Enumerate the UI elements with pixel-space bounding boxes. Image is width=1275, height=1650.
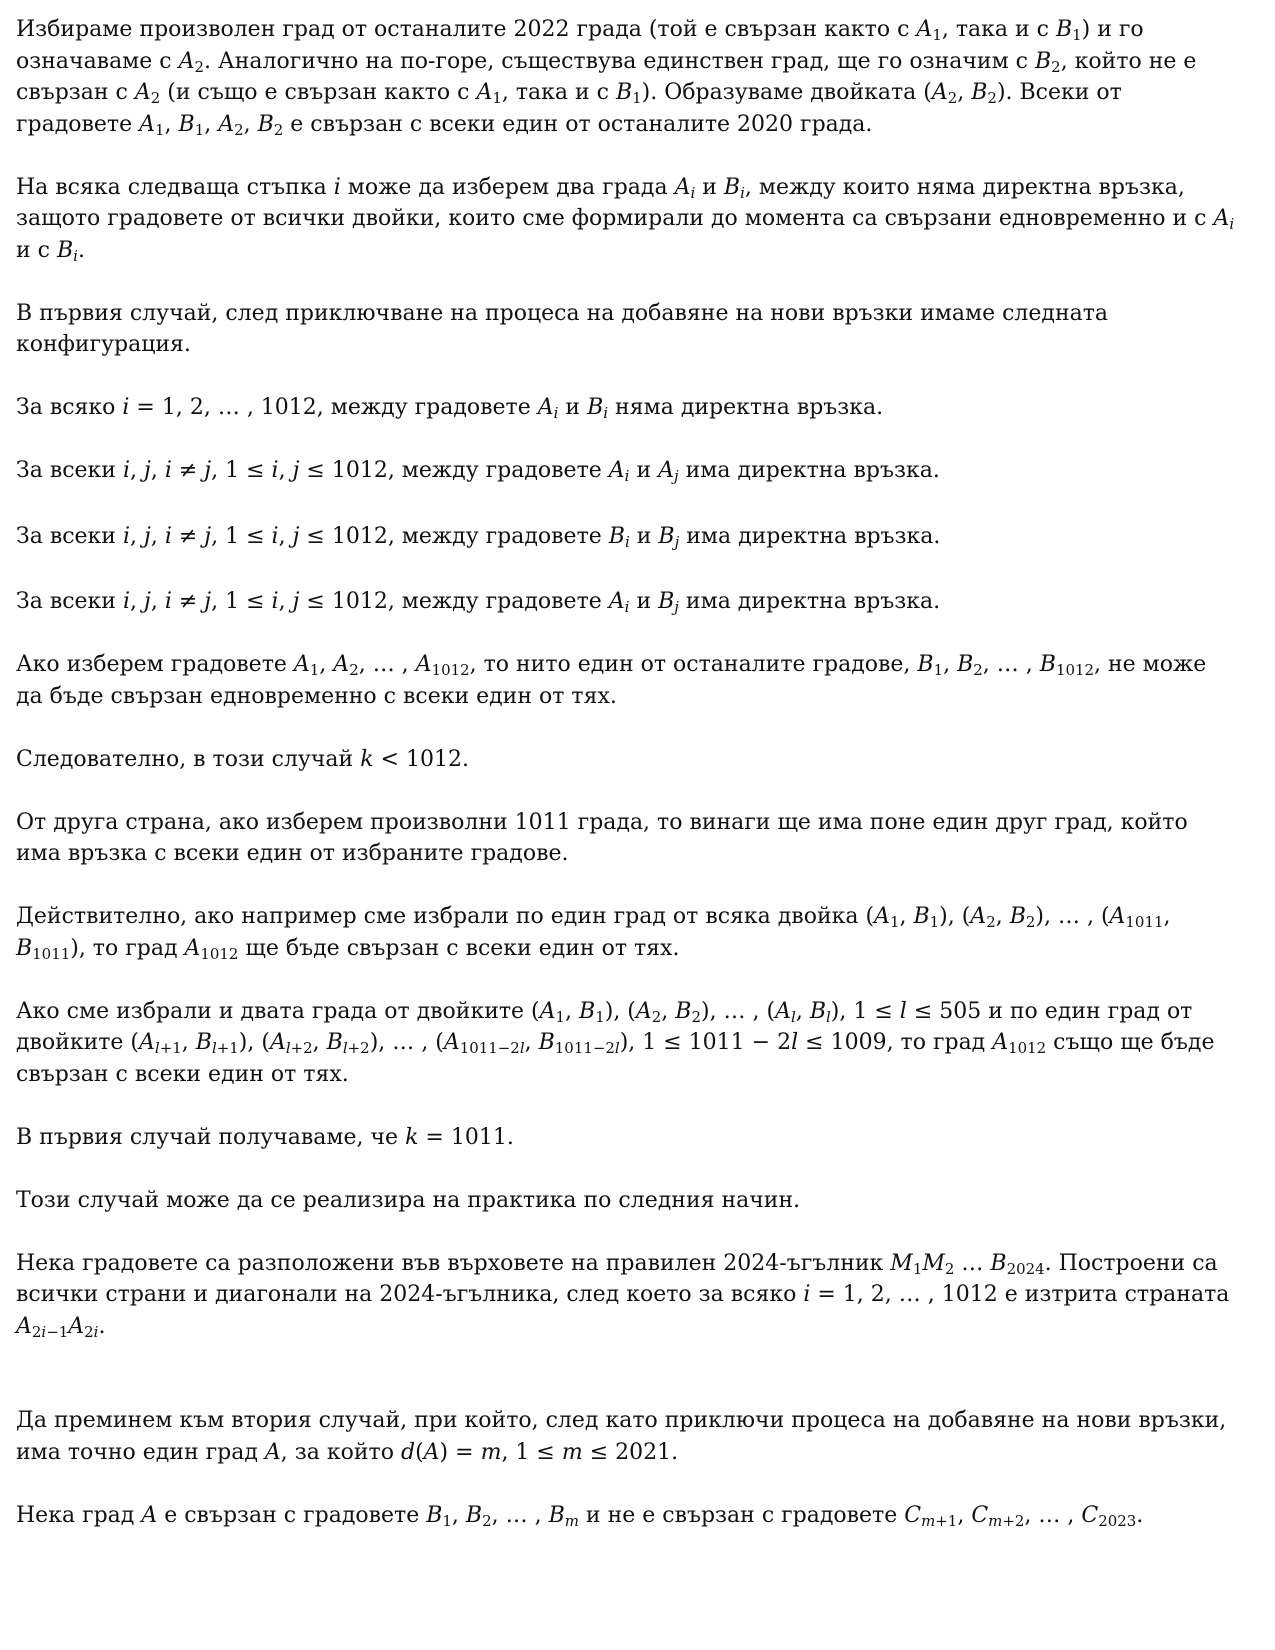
paragraph-link-bi-bj: За всеки i, j, i ≠ j, 1 ≤ i, j ≤ 1012, между градовете $B_i$ и $B_j$ има директна връзка. — [16, 523, 941, 551]
paragraph-k-less-1012: Следователно, в този случай k < 1012. — [16, 746, 469, 772]
paragraph-first-case: В първия случай, след приключване на процеса на добавяне на нови връзки имаме следната конфигурация. — [16, 300, 1109, 357]
paragraph-polygon: Нека градовете са разположени във върховете на правилен 2024-ъгълник $M_1M_2$ … $B_{2024}$. Построени са всички страни и диагонали на 2024-ъгълника, след което за всяко i = 1, 2, … , 1012 е изтрита страната $A_{2i-1}A_{2i}$. — [16, 1250, 1230, 1341]
paragraph-realization: Този случай може да се реализира на практика по следния начин. — [16, 1187, 801, 1213]
paragraph-step-i: На всяка следваща стъпка i може да изберем два града $A_i$ и $B_i$, между които няма директна връзка, защото градовете от всички двойки, които сме формирали до момента са свързани едновременно и с $A_i$ и с $B_i$. — [16, 174, 1235, 265]
paragraph-indeed: Действително, ако например сме избрали по един град от всяка двойка ($A_1$, $B_1$), ($A_2$, $B_2$), … , ($A_{1011}$, $B_{1011}$), то град $A_{1012}$ ще бъде свързан с всеки един от тях. — [16, 904, 1171, 963]
paragraph-choose-a-cities: Ако изберем градовете $A_1$, $A_2$, … , $A_{1012}$, то нито един от останалите градове, $B_1$, $B_2$, … , $B_{1012}$, не може да бъде свързан едновременно с всеки един от тях. — [16, 652, 1207, 709]
paragraph-link-ai-bj: За всеки i, j, i ≠ j, 1 ≤ i, j ≤ 1012, между градовете $A_i$ и $B_j$ има директна връзка. — [16, 589, 941, 617]
paragraph-k-equals-1011: В първия случай получаваме, че k = 1011. — [16, 1124, 514, 1150]
paragraph-second-case: Да преминем към втория случай, при който, след като приключи процеса на добавяне на нови връзки, има точно един град A, за който d(A) = m, 1 ≤ m ≤ 2021. — [16, 1408, 1227, 1465]
paragraph-city-a-links: Нека град A е свързан с градовете $B_1$, $B_2$, … , $B_m$ и не е свързан с градовете $C_{m+1}$, $C_{m+2}$, … , $C_{2023}$. — [16, 1502, 1144, 1530]
paragraph-both-cities: Ако сме избрали и двата града от двойките ($A_1$, $B_1$), ($A_2$, $B_2$), … , ($A_l$, $B_l$), 1 ≤ l ≤ 505 и по един град от двойките ($A_{l+1}$, $B_{l+1}$), ($A_{l+2}$, $B_{l+2}$), … , ($A_{1011-2l}$, $B_{1011-2l}$), 1 ≤ 1011 − 2l ≤ 1009, то град $A_{1012}$ също ще бъде свързан с всеки един от тях. — [16, 998, 1215, 1087]
paragraph-other-side: От друга страна, ако изберем произволни 1011 града, то винаги ще има поне един друг град, който има връзка с всеки един от избраните градове. — [16, 809, 1188, 866]
paragraph-pair-a2-b2: Избираме произволен град от останалите 2022 града (той е свързан както с $A_1$, така и с $B_1$) и го означаваме с $A_2$. Аналогично на по-горе, съществува единствен град, ще го означим с $B_2$, който не е свързан с $A_2$ (и също е свързан както с $A_1$, така и с $B_1$). Образуваме двойката ($A_2$, $B_2$). Всеки от градовете $A_1$, $B_1$, $A_2$, $B_2$ е свързан с всеки един от останалите 2020 града. — [16, 17, 1197, 139]
paragraph-link-ai-aj: За всеки i, j, i ≠ j, 1 ≤ i, j ≤ 1012, между градовете $A_i$ и $A_j$ има директна връзка. — [16, 458, 940, 486]
paragraph-no-link-ai-bi: За всяко i = 1, 2, … , 1012, между градовете $A_i$ и $B_i$ няма директна връзка. — [16, 395, 884, 423]
